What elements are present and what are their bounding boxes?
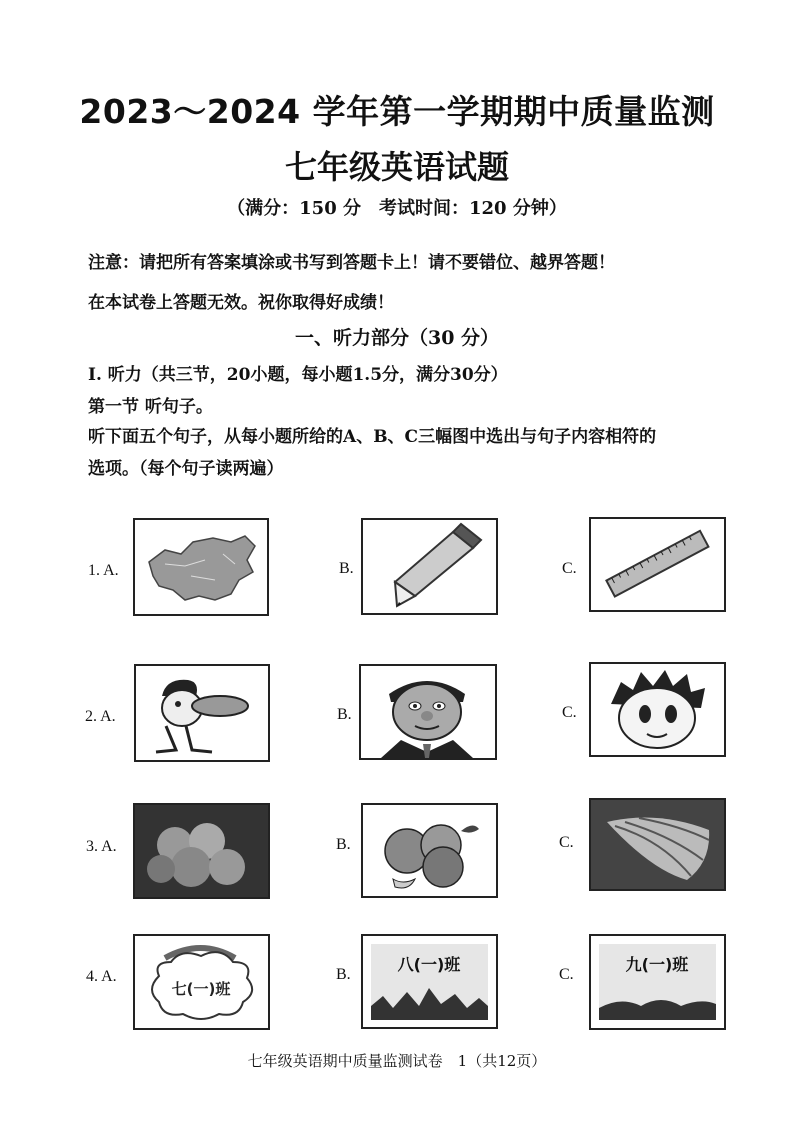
q1-option-b-pencil[interactable] bbox=[361, 518, 498, 615]
q4-option-a-class-sign[interactable] bbox=[133, 934, 270, 1030]
q1-c-label: C. bbox=[562, 560, 577, 577]
pencil-icon bbox=[363, 520, 496, 613]
q4-c-label: C. bbox=[559, 966, 574, 983]
q4a-text: 七(一)班 bbox=[171, 980, 231, 998]
q3-c-label: C. bbox=[559, 834, 574, 851]
china-map-icon bbox=[135, 520, 267, 614]
bananas-icon bbox=[591, 800, 724, 889]
q2-option-c-boy[interactable] bbox=[589, 662, 726, 757]
class-banner-icon bbox=[363, 936, 496, 1027]
q1-label: 1. A. bbox=[88, 562, 119, 579]
q2-option-b-man[interactable] bbox=[359, 664, 497, 760]
q3-option-b-tangerines[interactable] bbox=[361, 803, 498, 898]
subpart-title: 第一节 听句子。 bbox=[88, 397, 213, 417]
q4-label: 4. A. bbox=[86, 968, 117, 985]
notice-line-1: 注意：请把所有答案填涂或书写到答题卡上！请不要错位、越界答题！ bbox=[88, 253, 615, 273]
tangerines-icon bbox=[363, 805, 496, 896]
exam-title: 2023～2024 学年第一学期期中质量监测 bbox=[79, 92, 715, 131]
oranges-icon bbox=[135, 805, 268, 897]
q3-b-label: B. bbox=[336, 836, 351, 853]
section-heading: 一、听力部分（30 分） bbox=[294, 327, 500, 349]
q2-c-label: C. bbox=[562, 704, 577, 721]
page-footer: 七年级英语期中质量监测试卷 1（共12页） bbox=[247, 1052, 547, 1070]
q1-b-label: B. bbox=[339, 560, 354, 577]
exam-meta: （满分：150 分 考试时间：120 分钟） bbox=[227, 198, 567, 219]
q3-label: 3. A. bbox=[86, 838, 117, 855]
long-nose-face-icon bbox=[136, 666, 268, 760]
q2-b-label: B. bbox=[337, 706, 352, 723]
q4-b-label: B. bbox=[336, 966, 351, 983]
class-banner-icon bbox=[591, 936, 724, 1028]
instruction-line-2: 选项。（每个句子读两遍） bbox=[88, 459, 284, 479]
q1-option-a-map[interactable] bbox=[133, 518, 269, 616]
q4c-text: 九(一)班 bbox=[625, 955, 689, 974]
q4-option-b-class-banner[interactable] bbox=[361, 934, 498, 1029]
boy-face-icon bbox=[591, 664, 724, 755]
q3-option-a-oranges[interactable] bbox=[133, 803, 270, 899]
exam-subtitle: 七年级英语试题 bbox=[284, 148, 509, 186]
q3-option-c-bananas[interactable] bbox=[589, 798, 726, 891]
part-title: I. 听力（共三节，20小题，每小题1.5分，满分30分） bbox=[88, 365, 508, 385]
man-face-icon bbox=[361, 666, 495, 758]
q4-option-c-class-banner[interactable] bbox=[589, 934, 726, 1030]
q4b-text: 八(一)班 bbox=[397, 955, 461, 974]
q2-option-a-long-nose[interactable] bbox=[134, 664, 270, 762]
ruler-icon bbox=[591, 519, 724, 610]
instruction-line-1: 听下面五个句子，从每小题所给的A、B、C三幅图中选出与句子内容相符的 bbox=[88, 427, 657, 447]
cloud-sign-icon bbox=[135, 936, 268, 1028]
q2-label: 2. A. bbox=[85, 708, 116, 725]
notice-line-2: 在本试卷上答题无效。祝你取得好成绩！ bbox=[88, 293, 394, 313]
q1-option-c-ruler[interactable] bbox=[589, 517, 726, 612]
